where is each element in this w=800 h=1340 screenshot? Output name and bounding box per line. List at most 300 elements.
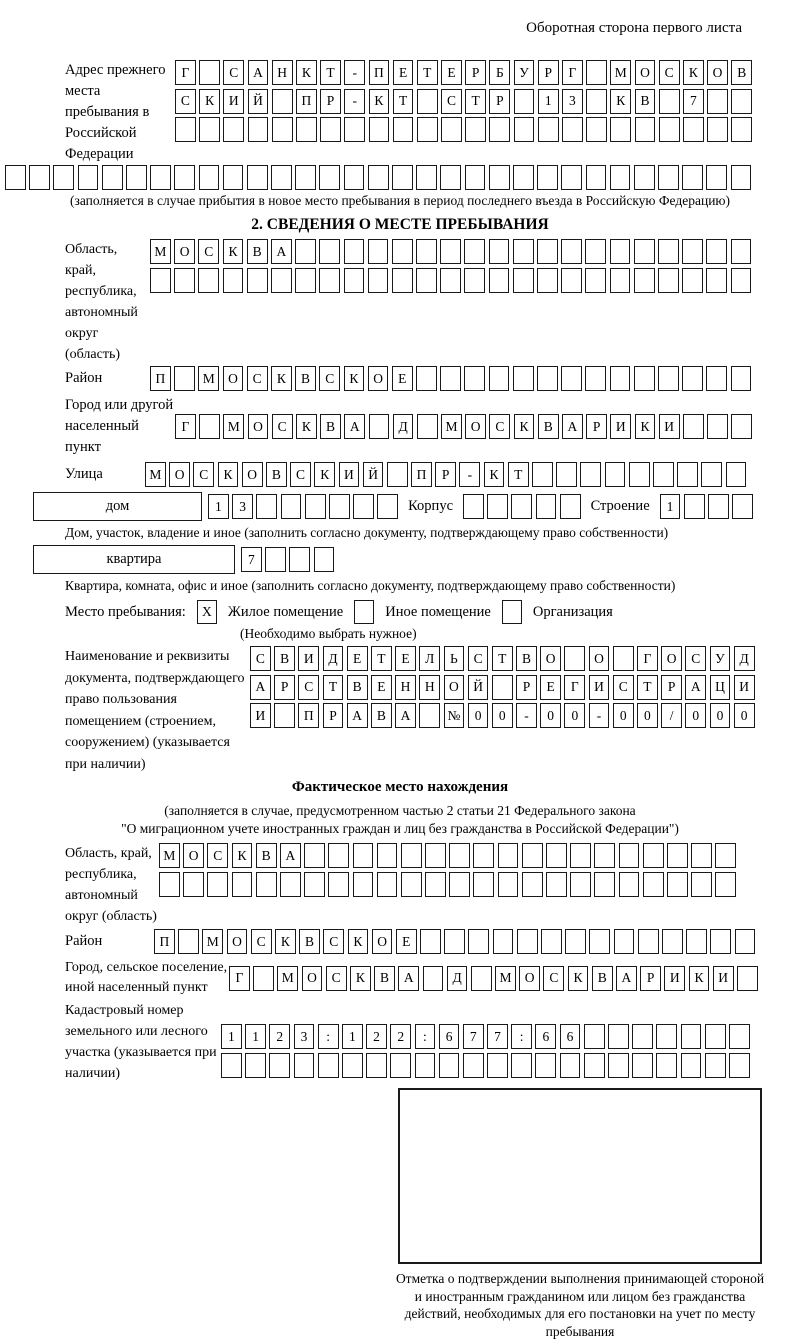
char-cell[interactable] bbox=[541, 929, 562, 954]
char-cell[interactable] bbox=[319, 165, 340, 190]
char-cell[interactable] bbox=[493, 929, 514, 954]
char-cell[interactable] bbox=[464, 366, 485, 391]
stay-type-checkbox-organization[interactable] bbox=[502, 600, 522, 624]
char-cell[interactable] bbox=[659, 89, 680, 114]
char-cell[interactable] bbox=[613, 646, 634, 671]
char-cell[interactable] bbox=[513, 165, 534, 190]
char-cell[interactable] bbox=[440, 268, 461, 293]
char-cell[interactable] bbox=[294, 1053, 315, 1078]
char-cell[interactable]: О bbox=[174, 239, 195, 264]
char-cell[interactable] bbox=[683, 117, 704, 142]
char-cell[interactable]: С bbox=[489, 414, 510, 439]
char-cell[interactable] bbox=[686, 929, 707, 954]
char-cell[interactable] bbox=[253, 966, 274, 991]
char-cell[interactable]: В bbox=[347, 675, 368, 700]
char-cell[interactable]: Т bbox=[508, 462, 529, 487]
char-cell[interactable] bbox=[328, 843, 349, 868]
char-cell[interactable] bbox=[468, 929, 489, 954]
char-cell[interactable] bbox=[560, 494, 581, 519]
char-cell[interactable]: И bbox=[298, 646, 319, 671]
char-cell[interactable]: С bbox=[198, 239, 219, 264]
char-cell[interactable]: Ц bbox=[710, 675, 731, 700]
char-cell[interactable] bbox=[535, 1053, 556, 1078]
cadastral-row-1[interactable] bbox=[221, 1024, 750, 1049]
char-cell[interactable] bbox=[561, 239, 582, 264]
char-cell[interactable]: 7 bbox=[683, 89, 704, 114]
char-cell[interactable]: Г bbox=[562, 60, 583, 85]
char-cell[interactable]: 1 bbox=[208, 494, 229, 519]
char-cell[interactable]: Д bbox=[323, 646, 344, 671]
char-cell[interactable]: К bbox=[296, 414, 317, 439]
char-cell[interactable]: 7 bbox=[487, 1024, 508, 1049]
char-cell[interactable]: О bbox=[169, 462, 190, 487]
char-cell[interactable] bbox=[537, 366, 558, 391]
char-cell[interactable] bbox=[289, 547, 310, 572]
char-cell[interactable]: 2 bbox=[366, 1024, 387, 1049]
char-cell[interactable] bbox=[537, 268, 558, 293]
char-cell[interactable] bbox=[706, 165, 727, 190]
char-cell[interactable] bbox=[271, 268, 292, 293]
char-cell[interactable]: С bbox=[323, 929, 344, 954]
char-cell[interactable]: В bbox=[731, 60, 752, 85]
char-cell[interactable] bbox=[489, 239, 510, 264]
char-cell[interactable] bbox=[538, 117, 559, 142]
char-cell[interactable] bbox=[304, 872, 325, 897]
char-cell[interactable] bbox=[425, 843, 446, 868]
char-cell[interactable] bbox=[444, 929, 465, 954]
char-cell[interactable] bbox=[489, 165, 510, 190]
char-cell[interactable]: С bbox=[272, 414, 293, 439]
char-cell[interactable] bbox=[353, 843, 374, 868]
char-cell[interactable]: / bbox=[661, 703, 682, 728]
char-cell[interactable]: Й bbox=[468, 675, 489, 700]
actual-region-row-2[interactable] bbox=[159, 872, 736, 897]
char-cell[interactable]: 6 bbox=[535, 1024, 556, 1049]
char-cell[interactable]: 3 bbox=[562, 89, 583, 114]
char-cell[interactable] bbox=[304, 843, 325, 868]
char-cell[interactable] bbox=[614, 929, 635, 954]
char-cell[interactable]: - bbox=[589, 703, 610, 728]
char-cell[interactable]: Б bbox=[489, 60, 510, 85]
char-cell[interactable]: Е bbox=[441, 60, 462, 85]
char-cell[interactable] bbox=[658, 165, 679, 190]
char-cell[interactable] bbox=[199, 60, 220, 85]
char-cell[interactable] bbox=[731, 366, 752, 391]
char-cell[interactable] bbox=[634, 366, 655, 391]
char-cell[interactable] bbox=[319, 268, 340, 293]
char-cell[interactable] bbox=[594, 872, 615, 897]
char-cell[interactable] bbox=[662, 929, 683, 954]
char-cell[interactable]: 0 bbox=[468, 703, 489, 728]
char-cell[interactable] bbox=[707, 414, 728, 439]
char-cell[interactable]: С bbox=[326, 966, 347, 991]
char-cell[interactable] bbox=[514, 117, 535, 142]
char-cell[interactable] bbox=[416, 366, 437, 391]
char-cell[interactable] bbox=[280, 872, 301, 897]
char-cell[interactable]: А bbox=[344, 414, 365, 439]
char-cell[interactable] bbox=[565, 929, 586, 954]
char-cell[interactable] bbox=[29, 165, 50, 190]
char-cell[interactable] bbox=[708, 494, 729, 519]
char-cell[interactable] bbox=[706, 366, 727, 391]
char-cell[interactable] bbox=[390, 1053, 411, 1078]
char-cell[interactable]: Г bbox=[637, 646, 658, 671]
prev-address-row-3[interactable] bbox=[175, 117, 752, 142]
char-cell[interactable] bbox=[489, 366, 510, 391]
char-cell[interactable] bbox=[586, 60, 607, 85]
char-cell[interactable]: 2 bbox=[269, 1024, 290, 1049]
char-cell[interactable]: М bbox=[145, 462, 166, 487]
char-cell[interactable] bbox=[102, 165, 123, 190]
char-cell[interactable] bbox=[561, 366, 582, 391]
char-cell[interactable] bbox=[417, 117, 438, 142]
char-cell[interactable] bbox=[681, 1024, 702, 1049]
char-cell[interactable] bbox=[150, 268, 171, 293]
char-cell[interactable] bbox=[511, 494, 532, 519]
char-cell[interactable] bbox=[223, 165, 244, 190]
char-cell[interactable]: А bbox=[562, 414, 583, 439]
char-cell[interactable] bbox=[731, 165, 752, 190]
char-cell[interactable] bbox=[537, 165, 558, 190]
char-cell[interactable] bbox=[344, 165, 365, 190]
char-cell[interactable]: С bbox=[223, 60, 244, 85]
char-cell[interactable] bbox=[353, 494, 374, 519]
char-cell[interactable]: П bbox=[411, 462, 432, 487]
char-cell[interactable]: 0 bbox=[734, 703, 755, 728]
char-cell[interactable] bbox=[223, 268, 244, 293]
char-cell[interactable] bbox=[517, 929, 538, 954]
char-cell[interactable] bbox=[632, 1053, 653, 1078]
street-cells[interactable] bbox=[145, 462, 746, 487]
char-cell[interactable] bbox=[416, 268, 437, 293]
char-cell[interactable] bbox=[295, 268, 316, 293]
char-cell[interactable] bbox=[318, 1053, 339, 1078]
char-cell[interactable] bbox=[715, 843, 736, 868]
char-cell[interactable] bbox=[174, 165, 195, 190]
char-cell[interactable] bbox=[546, 843, 567, 868]
char-cell[interactable]: О bbox=[302, 966, 323, 991]
char-cell[interactable]: Д bbox=[447, 966, 468, 991]
char-cell[interactable] bbox=[53, 165, 74, 190]
char-cell[interactable] bbox=[465, 117, 486, 142]
char-cell[interactable]: А bbox=[398, 966, 419, 991]
char-cell[interactable]: К bbox=[344, 366, 365, 391]
char-cell[interactable] bbox=[417, 414, 438, 439]
char-cell[interactable] bbox=[199, 414, 220, 439]
char-cell[interactable]: И bbox=[664, 966, 685, 991]
char-cell[interactable] bbox=[126, 165, 147, 190]
char-cell[interactable]: О bbox=[661, 646, 682, 671]
char-cell[interactable] bbox=[5, 165, 26, 190]
char-cell[interactable] bbox=[245, 1053, 266, 1078]
char-cell[interactable]: - bbox=[459, 462, 480, 487]
stay-type-checkbox-residential[interactable]: X bbox=[197, 600, 217, 624]
char-cell[interactable]: Р bbox=[489, 89, 510, 114]
char-cell[interactable] bbox=[585, 366, 606, 391]
char-cell[interactable]: О bbox=[519, 966, 540, 991]
char-cell[interactable] bbox=[174, 268, 195, 293]
char-cell[interactable]: М bbox=[198, 366, 219, 391]
char-cell[interactable]: 0 bbox=[710, 703, 731, 728]
char-cell[interactable]: 1 bbox=[660, 494, 681, 519]
char-cell[interactable]: В bbox=[538, 414, 559, 439]
char-cell[interactable] bbox=[440, 165, 461, 190]
char-cell[interactable] bbox=[667, 843, 688, 868]
char-cell[interactable] bbox=[513, 268, 534, 293]
char-cell[interactable]: С bbox=[193, 462, 214, 487]
char-cell[interactable] bbox=[416, 239, 437, 264]
char-cell[interactable] bbox=[656, 1053, 677, 1078]
char-cell[interactable]: Р bbox=[661, 675, 682, 700]
char-cell[interactable] bbox=[537, 239, 558, 264]
char-cell[interactable] bbox=[731, 117, 752, 142]
char-cell[interactable]: 2 bbox=[390, 1024, 411, 1049]
char-cell[interactable]: П bbox=[298, 703, 319, 728]
char-cell[interactable] bbox=[586, 165, 607, 190]
char-cell[interactable]: Д bbox=[734, 646, 755, 671]
char-cell[interactable]: С bbox=[250, 646, 271, 671]
char-cell[interactable]: С bbox=[290, 462, 311, 487]
char-cell[interactable] bbox=[368, 165, 389, 190]
char-cell[interactable] bbox=[401, 872, 422, 897]
char-cell[interactable]: Е bbox=[392, 366, 413, 391]
char-cell[interactable]: 1 bbox=[221, 1024, 242, 1049]
char-cell[interactable]: У bbox=[710, 646, 731, 671]
char-cell[interactable] bbox=[440, 366, 461, 391]
char-cell[interactable]: В bbox=[371, 703, 392, 728]
char-cell[interactable]: О bbox=[540, 646, 561, 671]
char-cell[interactable] bbox=[586, 117, 607, 142]
char-cell[interactable] bbox=[392, 239, 413, 264]
char-cell[interactable] bbox=[272, 117, 293, 142]
char-cell[interactable]: Т bbox=[417, 60, 438, 85]
document-row-2[interactable] bbox=[250, 675, 755, 700]
char-cell[interactable] bbox=[715, 872, 736, 897]
char-cell[interactable]: Т bbox=[465, 89, 486, 114]
char-cell[interactable] bbox=[320, 117, 341, 142]
char-cell[interactable] bbox=[511, 1053, 532, 1078]
char-cell[interactable]: А bbox=[395, 703, 416, 728]
char-cell[interactable] bbox=[498, 872, 519, 897]
char-cell[interactable]: А bbox=[250, 675, 271, 700]
char-cell[interactable] bbox=[272, 89, 293, 114]
char-cell[interactable] bbox=[707, 89, 728, 114]
char-cell[interactable] bbox=[178, 929, 199, 954]
char-cell[interactable] bbox=[584, 1053, 605, 1078]
char-cell[interactable] bbox=[682, 268, 703, 293]
char-cell[interactable]: Н bbox=[419, 675, 440, 700]
korpus-cells[interactable] bbox=[463, 494, 581, 519]
char-cell[interactable]: Т bbox=[492, 646, 513, 671]
char-cell[interactable]: 3 bbox=[294, 1024, 315, 1049]
char-cell[interactable] bbox=[353, 872, 374, 897]
char-cell[interactable] bbox=[667, 872, 688, 897]
char-cell[interactable] bbox=[659, 117, 680, 142]
char-cell[interactable] bbox=[344, 239, 365, 264]
stroenie-cells[interactable] bbox=[660, 494, 753, 519]
char-cell[interactable]: Т bbox=[637, 675, 658, 700]
char-cell[interactable]: М bbox=[277, 966, 298, 991]
char-cell[interactable]: В bbox=[256, 843, 277, 868]
char-cell[interactable]: С bbox=[685, 646, 706, 671]
char-cell[interactable]: Р bbox=[320, 89, 341, 114]
char-cell[interactable]: Й bbox=[248, 89, 269, 114]
char-cell[interactable]: 0 bbox=[564, 703, 585, 728]
char-cell[interactable] bbox=[726, 462, 747, 487]
char-cell[interactable]: - bbox=[344, 89, 365, 114]
char-cell[interactable] bbox=[393, 117, 414, 142]
char-cell[interactable]: С bbox=[247, 366, 268, 391]
char-cell[interactable]: Т bbox=[393, 89, 414, 114]
char-cell[interactable]: Г bbox=[175, 414, 196, 439]
char-cell[interactable]: Г bbox=[175, 60, 196, 85]
char-cell[interactable]: Р bbox=[516, 675, 537, 700]
char-cell[interactable] bbox=[198, 268, 219, 293]
char-cell[interactable]: Р bbox=[465, 60, 486, 85]
char-cell[interactable] bbox=[682, 366, 703, 391]
char-cell[interactable]: М bbox=[610, 60, 631, 85]
char-cell[interactable] bbox=[377, 872, 398, 897]
char-cell[interactable] bbox=[232, 872, 253, 897]
char-cell[interactable]: Р bbox=[435, 462, 456, 487]
char-cell[interactable] bbox=[585, 239, 606, 264]
char-cell[interactable] bbox=[632, 1024, 653, 1049]
char-cell[interactable] bbox=[183, 872, 204, 897]
char-cell[interactable]: 0 bbox=[540, 703, 561, 728]
char-cell[interactable] bbox=[706, 268, 727, 293]
char-cell[interactable]: С bbox=[468, 646, 489, 671]
char-cell[interactable] bbox=[514, 89, 535, 114]
char-cell[interactable] bbox=[392, 268, 413, 293]
char-cell[interactable]: О bbox=[242, 462, 263, 487]
char-cell[interactable]: И bbox=[659, 414, 680, 439]
char-cell[interactable] bbox=[247, 268, 268, 293]
char-cell[interactable]: С bbox=[659, 60, 680, 85]
char-cell[interactable] bbox=[682, 165, 703, 190]
char-cell[interactable] bbox=[707, 117, 728, 142]
char-cell[interactable]: А bbox=[685, 675, 706, 700]
char-cell[interactable] bbox=[392, 165, 413, 190]
char-cell[interactable] bbox=[585, 268, 606, 293]
char-cell[interactable] bbox=[638, 929, 659, 954]
char-cell[interactable] bbox=[369, 117, 390, 142]
char-cell[interactable] bbox=[594, 843, 615, 868]
char-cell[interactable] bbox=[561, 268, 582, 293]
char-cell[interactable]: С bbox=[543, 966, 564, 991]
char-cell[interactable] bbox=[532, 462, 553, 487]
house-cells[interactable] bbox=[208, 494, 398, 519]
char-cell[interactable] bbox=[314, 547, 335, 572]
char-cell[interactable]: Р bbox=[538, 60, 559, 85]
char-cell[interactable]: О bbox=[223, 366, 244, 391]
char-cell[interactable] bbox=[415, 1053, 436, 1078]
char-cell[interactable]: В bbox=[320, 414, 341, 439]
char-cell[interactable] bbox=[610, 366, 631, 391]
actual-district-cells[interactable] bbox=[154, 929, 755, 954]
prev-address-row-1[interactable] bbox=[175, 60, 752, 85]
char-cell[interactable] bbox=[295, 239, 316, 264]
char-cell[interactable]: Н bbox=[395, 675, 416, 700]
char-cell[interactable]: Н bbox=[272, 60, 293, 85]
char-cell[interactable]: О bbox=[465, 414, 486, 439]
char-cell[interactable] bbox=[556, 462, 577, 487]
char-cell[interactable] bbox=[150, 165, 171, 190]
char-cell[interactable] bbox=[449, 843, 470, 868]
char-cell[interactable] bbox=[513, 366, 534, 391]
char-cell[interactable] bbox=[619, 872, 640, 897]
char-cell[interactable] bbox=[223, 117, 244, 142]
char-cell[interactable] bbox=[489, 268, 510, 293]
char-cell[interactable]: В bbox=[592, 966, 613, 991]
char-cell[interactable] bbox=[522, 843, 543, 868]
char-cell[interactable]: А bbox=[616, 966, 637, 991]
char-cell[interactable] bbox=[705, 1024, 726, 1049]
char-cell[interactable]: М bbox=[441, 414, 462, 439]
char-cell[interactable]: В bbox=[635, 89, 656, 114]
region-row-1[interactable] bbox=[150, 239, 751, 264]
char-cell[interactable]: К bbox=[223, 239, 244, 264]
char-cell[interactable] bbox=[562, 117, 583, 142]
char-cell[interactable] bbox=[199, 165, 220, 190]
char-cell[interactable]: Е bbox=[396, 929, 417, 954]
char-cell[interactable]: : bbox=[415, 1024, 436, 1049]
char-cell[interactable]: М bbox=[202, 929, 223, 954]
region-row-2[interactable] bbox=[150, 268, 751, 293]
char-cell[interactable]: О bbox=[368, 366, 389, 391]
char-cell[interactable]: 7 bbox=[241, 547, 262, 572]
char-cell[interactable]: П bbox=[369, 60, 390, 85]
char-cell[interactable] bbox=[487, 1053, 508, 1078]
char-cell[interactable] bbox=[463, 494, 484, 519]
char-cell[interactable]: К bbox=[218, 462, 239, 487]
char-cell[interactable]: - bbox=[516, 703, 537, 728]
char-cell[interactable] bbox=[281, 494, 302, 519]
char-cell[interactable] bbox=[731, 268, 752, 293]
char-cell[interactable]: 1 bbox=[342, 1024, 363, 1049]
char-cell[interactable]: 0 bbox=[613, 703, 634, 728]
char-cell[interactable]: Е bbox=[395, 646, 416, 671]
char-cell[interactable] bbox=[522, 872, 543, 897]
char-cell[interactable]: М bbox=[150, 239, 171, 264]
stay-type-checkbox-other[interactable] bbox=[354, 600, 374, 624]
city-cells[interactable] bbox=[175, 414, 752, 439]
char-cell[interactable]: К bbox=[296, 60, 317, 85]
char-cell[interactable]: Й bbox=[363, 462, 384, 487]
char-cell[interactable] bbox=[634, 165, 655, 190]
char-cell[interactable] bbox=[643, 843, 664, 868]
char-cell[interactable]: 0 bbox=[637, 703, 658, 728]
char-cell[interactable] bbox=[473, 843, 494, 868]
char-cell[interactable]: Р bbox=[323, 703, 344, 728]
char-cell[interactable] bbox=[682, 239, 703, 264]
char-cell[interactable] bbox=[610, 117, 631, 142]
char-cell[interactable]: Е bbox=[347, 646, 368, 671]
char-cell[interactable] bbox=[684, 494, 705, 519]
char-cell[interactable]: Е bbox=[393, 60, 414, 85]
char-cell[interactable]: 0 bbox=[685, 703, 706, 728]
char-cell[interactable]: О bbox=[589, 646, 610, 671]
char-cell[interactable] bbox=[705, 1053, 726, 1078]
char-cell[interactable] bbox=[256, 494, 277, 519]
char-cell[interactable]: О bbox=[635, 60, 656, 85]
char-cell[interactable]: Р bbox=[586, 414, 607, 439]
char-cell[interactable]: 0 bbox=[492, 703, 513, 728]
char-cell[interactable]: П bbox=[296, 89, 317, 114]
char-cell[interactable]: А bbox=[248, 60, 269, 85]
char-cell[interactable] bbox=[683, 414, 704, 439]
char-cell[interactable] bbox=[681, 1053, 702, 1078]
char-cell[interactable] bbox=[377, 494, 398, 519]
